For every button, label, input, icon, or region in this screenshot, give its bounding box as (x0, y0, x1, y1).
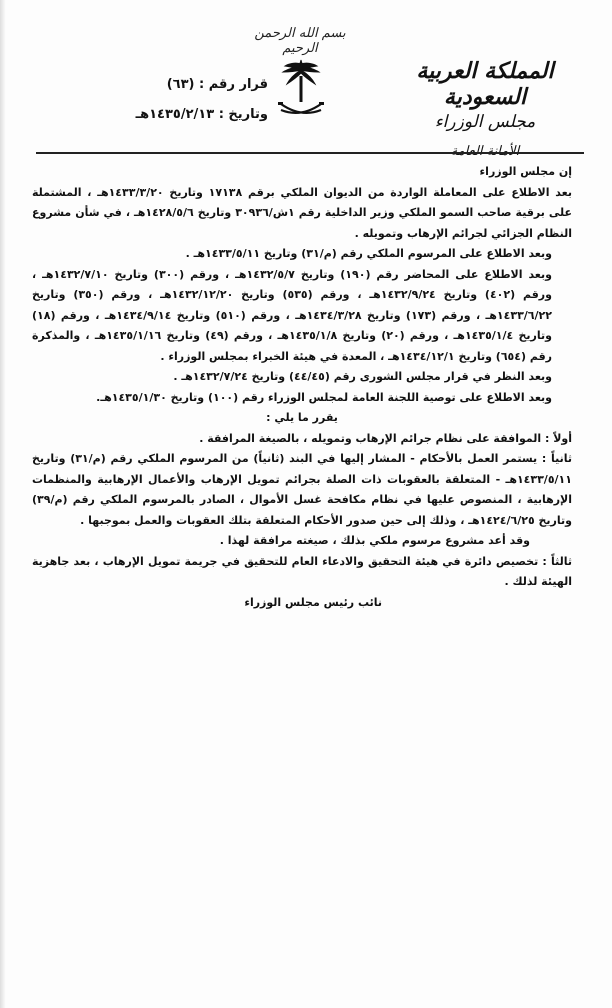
decision-body (32, 162, 572, 613)
scan-edge (0, 0, 6, 1008)
paragraph-3: وبعد الاطلاع على المحاضر رقم (١٩٠) وتاريخ ١٤٣٢/٥/٧هـ ، ورقم (٣٠٠) وتاريخ ١٤٣٢/٧/١٠هـ ، ورقم (٤٠٢) وتاريخ ١٤٣٢/٩/٢٤هـ ، ورقم (٥٣٥) وتاريخ ١٤٣٢/١٢/٢٠هـ ، ورقم (٣٥٠) وتاريخ ١٤٣٣/٦/٢٢هـ ، ورقم (١٧٣) وتاريخ ١٤٣٤/٣/٢٨هـ ، ورقم (٥١٠) وتاريخ ١٤٣٤/٩/١٤هـ ، ورقم (١٨) وتاريخ ١٤٣٥/١/٤هـ ، ورقم (٢٠) وتاريخ ١٤٣٥/١/٨هـ ، ورقم (٤٩) وتاريخ ١٤٣٥/١/١٦هـ ، والمذكرة رقم (٦٥٤) وتاريخ ١٤٣٤/١٢/١هـ ، المعدة في هيئة الخبراء بمجلس الوزراء . (32, 267, 552, 363)
council-name: مجلس الوزراء (434, 112, 536, 132)
clause-first: أولاً : الموافقة على نظام جرائم الإرهاب وتمويله ، بالصيغة المرافقة . (199, 431, 572, 445)
basmala: بسم الله الرحمن الرحيم (254, 26, 346, 56)
decision-reference (68, 70, 268, 130)
decides-heading: يقرر ما يلي : (266, 411, 338, 424)
clause-third: ثالثاً : تخصيص دائرة في هيئة التحقيق والادعاء العام للتحقيق في جريمة تمويل الإرهاب ، بعد جاهزية الهيئة لذلك . (32, 554, 572, 588)
clause-second: ثانياً : يستمر العمل بالأحكام - المشار إليها في البند (ثانياً) من المرسوم الملكي رقم (م/٣١) وتاريخ ١٤٣٣/٥/١١هـ - المتعلقة بالعقوبات ذات الصلة بجرائم تمويل الإرهاب والأعمال الإرهابية والمنظمات الإرهابية ، المنصوص عليها في نظام مكافحة غسل الأموال ، الصادر بالمرسوم الملكي رقم (م/٣٩) وتاريخ ١٤٢٤/٦/٢٥هـ ، وذلك إلى حين صدور الأحكام المتعلقة بتلك العقوبات والعمل بموجبها . (32, 452, 572, 527)
paragraph-1: بعد الاطلاع على المعاملة الواردة من الديوان الملكي برقم ١٧١٣٨ وتاريخ ١٤٣٣/٣/٢٠هـ ، المشتملة على برقية صاحب السمو الملكي وزير الداخلية رقم ١ش/٣٠٩٣٦ وتاريخ ١٤٢٨/٥/٦هـ ، في شأن مشروع النظام الجزائي لجرائم الإرهاب وتمويله . (32, 185, 573, 240)
decision-number: قرار رقم : (٦٣) (166, 77, 268, 92)
paragraph-2: وبعد الاطلاع على المرسوم الملكي رقم (م/٣١) وتاريخ ١٤٣٣/٥/١١هـ . (185, 247, 552, 260)
header-divider (36, 152, 584, 154)
signature-title: نائب رئيس مجلس الوزراء (244, 595, 382, 609)
decision-date: وتاريخ : ١٤٣٥/٢/١٣هـ (135, 107, 268, 122)
paragraph-4: وبعد النظر في قرار مجلس الشورى رقم (٤٤/٤٥) وتاريخ ١٤٣٢/٧/٢٤هـ . (173, 370, 552, 383)
saudi-emblem-icon (275, 58, 327, 124)
letterhead (380, 58, 590, 159)
paragraph-5: وبعد الاطلاع على توصية اللجنة العامة لمجلس الوزراء رقم (١٠٠) وتاريخ ١٤٣٥/١/٣٠هـ. (96, 390, 552, 404)
kingdom-name: المملكة العربية السعودية (416, 58, 554, 110)
opening-line: إن مجلس الوزراء (479, 165, 572, 178)
draft-decree-note: وقد أعد مشروع مرسوم ملكي بذلك ، صيغته مرافقة لهذا . (219, 534, 530, 547)
